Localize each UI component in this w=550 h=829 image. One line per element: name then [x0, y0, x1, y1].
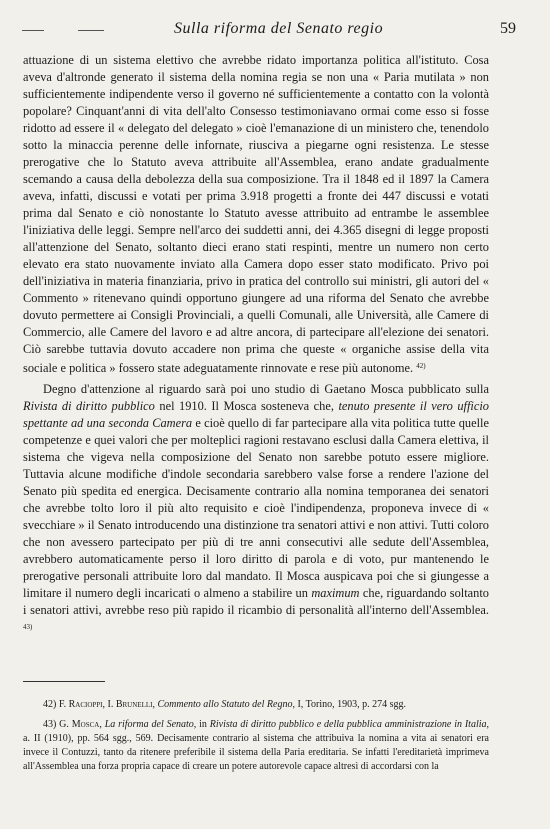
- text-run: , in: [193, 719, 210, 730]
- italic-text: La riforma del Senato: [104, 719, 194, 730]
- footnote-separator: [23, 681, 105, 682]
- footnotes: [23, 698, 489, 774]
- text-run: ,: [152, 699, 158, 710]
- footnote-reference: 43): [23, 623, 33, 631]
- text-run: e cioè quello di far partecipare alla vita politica tutte quelle competenze e quei valori che per molteplici ragioni restavano esclusi dalla Camera elettiva, il sistema che vigeva nella composizione del Senato non sarebbe potuto essere migliore. Tuttavia alcune modifiche d'indole secondaria sarebbero valse forse a rendere l'azione del Senato più spedita ed energica. Decisamente contrario alla nomina temporanea dei senatori che avrebbe tolto loro il più alto requisito e cioè l'indipendenza, proponeva invece di « svecchiare » il Senato introducendo una distinzione tra senatori attivi e non attivi. Tutti coloro che non avessero partecipato per più di tre anni consecutivi alle sedute dell'Assemblea, avrebbero automaticamente perso il loro diritto di parola e di voto, pur mantenendo le prerogative personali attribuite loro dal mandato. Il Mosca auspicava poi che si giungesse a limitare il numero degli incaricati o almeno a stabilire un: [23, 416, 489, 600]
- text-run: , I, Torino, 1903, p. 274 sgg.: [292, 699, 407, 710]
- text-run: ,: [99, 719, 105, 730]
- paragraph: [23, 381, 489, 638]
- footnote: [23, 718, 489, 774]
- text-run: 43) G.: [43, 719, 72, 730]
- italic-text: Commento allo Statuto del Regno: [157, 699, 293, 710]
- header-rule: [78, 30, 104, 31]
- header-rule: [22, 30, 44, 31]
- text-run: che, riguardando soltanto i senatori attivi, avrebbe reso più rapido il ricambio di personalità all'interno dell'Assemblea.: [23, 586, 490, 617]
- running-header: [22, 20, 528, 40]
- text-run: , I.: [102, 699, 116, 710]
- text-run: 42) F.: [43, 699, 69, 710]
- text-run: Degno d'attenzione al riguardo sarà poi uno studio di Gaetano Mosca pubblicato sulla: [43, 382, 489, 396]
- text-run: attuazione di un sistema elettivo che avrebbe ridato importanza politica all'istituto. Cosa aveva d'altronde generato il sistema della nomina regia se non una « Paria mutilata » non sufficientemente indipendente verso il governo né sufficientemente a contatto con la volontà popolare? Cinquant'anni di vita dell'alto Consesso testimoniavano ormai come esso si fosse ridotto ad essere il « delegato del delegato » cioè l'emanazione di un ministero che, tenendolo sotto la minaccia perenne delle infornate, riusciva a piegarne ogni resistenza. Le stesse prerogative che lo Statuto aveva attribuite all'Assemblea, erano andate gradualmente scemando a causa della debolezza della sua composizione. Tra il 1848 ed il 1897 la Camera aveva, infatti, discussi e votati per prima 3.918 progetti a fronte dei 447 discussi e votati prima dal Senato e ciò nonostante lo Statuto avesse attribuito ad entrambe le assemblee l'iniziativa delle leggi. Sempre nell'arco dei suddetti anni, dei 4.365 disegni di legge proposti all'attenzione del Senato, soltanto dieci erano stati respinti, mentre un numero non certo elevato era stato nuovamente inviato alla Camera dopo esser stato modificato. Privo poi dell'iniziativa in materia finanziaria, privo in pratica del controllo sui ministri, gli autori del « Commento » ritenevano quindi opportuno giungere ad una riforma del Senato che avrebbe dovuto permettere ai Consigli Provinciali, a quelli Comunali, alle Università, alle Camere di Commercio, alle Camere del lavoro e ad altre ancora, di partecipare all'elezione dei senatori. Ciò sarebbe tuttavia dovuto accadere non prima che queste « organiche assise della vita sociale e politica » fossero state adeguatamente rinnovate e rese più autonome.: [23, 53, 489, 375]
- author-name: Racioppi: [68, 699, 103, 710]
- paragraph: [23, 52, 489, 377]
- italic-text: tenuto presente il vero ufficio spettante ad una seconda Camera: [23, 399, 490, 430]
- text-run: nel 1910. Il Mosca sosteneva che,: [154, 399, 339, 413]
- text-run: , a. II (1910), pp. 564 sgg., 569. Decisamente contrario al sistema che attribuiva la nomina a vita ai senatori era invece il Contuzzi, tanto da ritenere preferibile il sistema della Paria ereditaria. Se infatti l'ereditarietà imprimeva all'Assemblea una forza propria capace di creare un potere autorevole capace altresì di accordarsi con la: [23, 719, 490, 772]
- italic-text: maximum: [311, 586, 360, 600]
- page-number: 59: [500, 20, 516, 37]
- footnote: [23, 698, 489, 712]
- italic-text: Rivista di diritto pubblico e della pubblica amministrazione in Italia: [209, 719, 487, 730]
- footnote-reference: 42): [416, 362, 426, 370]
- author-name: Mosca: [71, 719, 100, 730]
- main-text: [23, 52, 489, 638]
- italic-text: Rivista di diritto pubblico: [23, 399, 155, 413]
- author-name: Brunelli: [115, 699, 153, 710]
- running-title: Sulla riforma del Senato regio: [174, 20, 384, 37]
